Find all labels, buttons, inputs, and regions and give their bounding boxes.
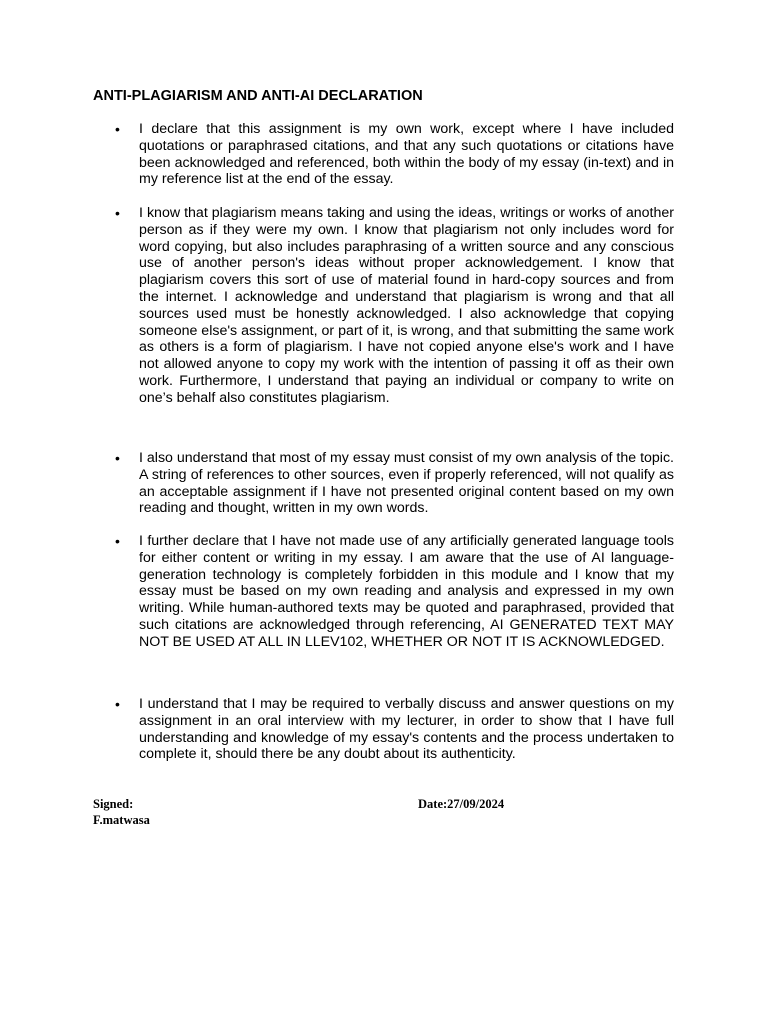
- declaration-item: [115, 121, 674, 188]
- declaration-text: I know that plagiarism means taking and using the ideas, writings or works of another person as if they were my own. I know that plagiarism not only includes word for word copying, but also includes paraphrasing of a written source and any conscious use of another person's ideas without proper acknowledgement. I know that plagiarism covers this sort of use of material found in hard-copy sources and from the internet. I acknowledge and understand that plagiarism is wrong and that all sources used must be honestly acknowledged. I also acknowledge that copying someone else's assignment, or part of it, is wrong, and that submitting the same work as others is a form of plagiarism. I have not copied anyone else's work and I have not allowed anyone to copy my work with the intention of passing it off as their own work. Furthermore, I understand that paying an individual or company to write on one’s behalf also constitutes plagiarism.: [139, 205, 674, 406]
- signed-name: F.matwasa: [93, 813, 150, 827]
- bullet-icon: •: [115, 696, 120, 712]
- declaration-item: [115, 696, 674, 763]
- bullet-icon: •: [115, 533, 120, 549]
- declaration-text: I also understand that most of my essay must consist of my own analysis of the topic. A string of references to other sources, even if properly referenced, will not qualify as an acceptable assignment if I have not presented original content based on my own reading and thought, written in my own words.: [139, 450, 674, 517]
- date-label: Date:27/09/2024: [418, 797, 505, 811]
- bullet-icon: •: [115, 121, 120, 137]
- declaration-item: [115, 450, 674, 517]
- declaration-item: [115, 533, 674, 651]
- bullet-icon: •: [115, 450, 120, 466]
- page-title: ANTI-PLAGIARISM AND ANTI-AI DECLARATION: [93, 88, 423, 104]
- declaration-item: [115, 205, 674, 407]
- bullet-icon: •: [115, 205, 120, 221]
- declaration-text: I understand that I may be required to verbally discuss and answer questions on my assignment in an oral interview with my lecturer, in order to show that I have full understanding and knowledge of my essay's contents and the process undertaken to complete it, should there be any doubt about its authenticity.: [139, 696, 674, 763]
- declaration-text: I declare that this assignment is my own work, except where I have included quotations or paraphrased citations, and that any such quotations or citations have been acknowledged and referenced, both within the body of my essay (in-text) and in my reference list at the end of the essay.: [139, 121, 674, 188]
- declaration-text: I further declare that I have not made use of any artificially generated language tools for either content or writing in my essay. I am aware that the use of AI language-generation technology is completely forbidden in this module and I know that my essay must be based on my own reading and analysis and expressed in my own writing. While human-authored texts may be quoted and paraphrased, provided that such citations are acknowledged through referencing, AI GENERATED TEXT MAY NOT BE USED AT ALL IN LLEV102, WHETHER OR NOT IT IS ACKNOWLEDGED.: [139, 533, 674, 650]
- signed-label: Signed:: [93, 797, 134, 811]
